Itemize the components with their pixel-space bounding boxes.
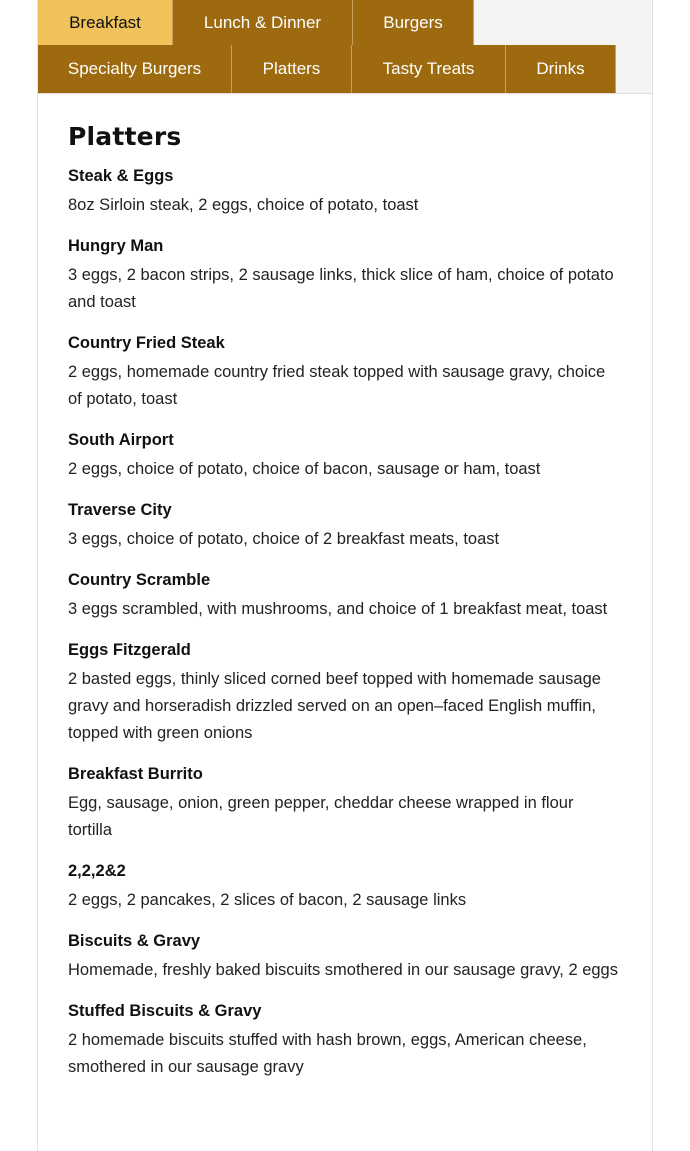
menu-item-description: 2 basted eggs, thinly sliced corned beef topped with homemade sausage gravy and horseradish drizzled served on an open–faced English muffin, topped with green onions — [68, 670, 601, 742]
menu-item — [68, 860, 622, 914]
menu-item-name: 2,2,2&2 — [68, 862, 126, 880]
menu-item-name: Eggs Fitzgerald — [68, 641, 191, 659]
tab-breakfast[interactable]: Breakfast — [38, 0, 173, 45]
menu-item-name: Traverse City — [68, 501, 172, 519]
tab-specialty-burgers[interactable]: Specialty Burgers — [38, 45, 232, 93]
menu-content — [38, 94, 652, 1081]
menu-item-description: 3 eggs scrambled, with mushrooms, and choice of 1 breakfast meat, toast — [68, 600, 608, 618]
menu-item — [68, 429, 622, 483]
menu-item — [68, 165, 622, 219]
section-title: Platters — [68, 122, 182, 151]
menu-item — [68, 763, 622, 844]
tab-burgers[interactable]: Burgers — [353, 0, 474, 45]
menu-item-description: 2 homemade biscuits stuffed with hash brown, eggs, American cheese, smothered in our sausage gravy — [68, 1031, 587, 1076]
menu-item-name: Country Scramble — [68, 571, 211, 589]
menu-item — [68, 235, 622, 316]
menu-item-description: 2 eggs, 2 pancakes, 2 slices of bacon, 2 sausage links — [68, 891, 467, 909]
menu-item — [68, 930, 622, 984]
menu-item-name: Stuffed Biscuits & Gravy — [68, 1002, 262, 1020]
menu-item-description: 8oz Sirloin steak, 2 eggs, choice of potato, toast — [68, 196, 419, 214]
tab-lunch-dinner[interactable]: Lunch & Dinner — [173, 0, 353, 45]
menu-item-description: 2 eggs, homemade country fried steak topped with sausage gravy, choice of potato, toast — [68, 363, 606, 408]
menu-item — [68, 1000, 622, 1081]
tab-platters[interactable]: Platters — [232, 45, 352, 93]
menu-item-description: 3 eggs, choice of potato, choice of 2 breakfast meats, toast — [68, 530, 500, 548]
menu-item-name: South Airport — [68, 431, 174, 449]
menu-item-name: Hungry Man — [68, 237, 164, 255]
menu-item-name: Breakfast Burrito — [68, 765, 203, 783]
tab-row-2 — [38, 45, 652, 93]
tab-row-1 — [38, 0, 652, 45]
menu-item — [68, 639, 622, 747]
tab-tasty-treats[interactable]: Tasty Treats — [352, 45, 506, 93]
menu-item — [68, 332, 622, 413]
menu-item-description: Egg, sausage, onion, green pepper, cheddar cheese wrapped in flour tortilla — [68, 794, 574, 839]
menu-item-name: Country Fried Steak — [68, 334, 225, 352]
menu-item — [68, 499, 622, 553]
menu-item-name: Biscuits & Gravy — [68, 932, 201, 950]
menu-item-description: 2 eggs, choice of potato, choice of bacon, sausage or ham, toast — [68, 460, 541, 478]
menu-item-description: 3 eggs, 2 bacon strips, 2 sausage links, thick slice of ham, choice of potato and toast — [68, 266, 614, 311]
tab-drinks[interactable]: Drinks — [506, 45, 616, 93]
menu-tab-bar — [38, 0, 652, 94]
menu-panel — [37, 0, 653, 1151]
menu-item-name: Steak & Eggs — [68, 167, 174, 185]
menu-item-description: Homemade, freshly baked biscuits smothered in our sausage gravy, 2 eggs — [68, 961, 618, 979]
menu-item — [68, 569, 622, 623]
